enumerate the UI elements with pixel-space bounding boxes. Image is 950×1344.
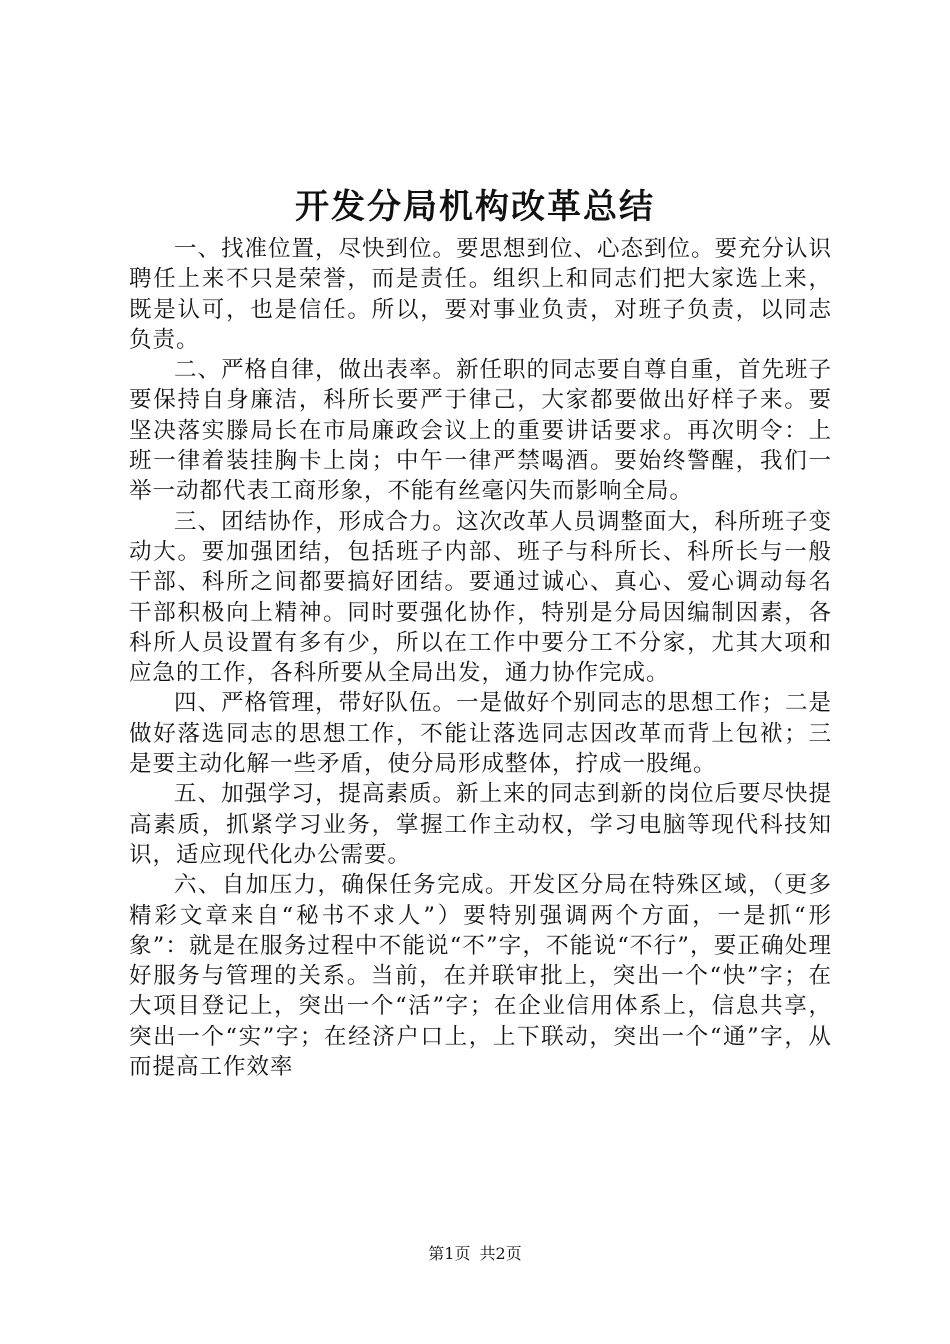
- paragraph-2: 二、严格自律，做出表率。新任职的同志要自尊自重，首先班子要保持自身廉洁，科所长要严于律己，大家都要做出好样子来。要坚决落实滕局长在市局廉政会议上的重要讲话要求。再次明令：上班一律着装挂胸卡上岗；中午一律严禁喝酒。要始终警醒，我们一举一动都代表工商形象，不能有丝毫闪失而影响全局。: [129, 357, 833, 505]
- page-number: 第1页: [428, 1244, 471, 1263]
- paragraph-3: 三、团结协作，形成合力。这次改革人员调整面大，科所班子变动大。要加强团结，包括班子内部、班子与科所长、科所长与一般干部、科所之间都要搞好团结。要通过诚心、真心、爱心调动每名干部积极向上精神。同时要强化协作，特别是分局因编制因素，各科所人员设置有多有少，所以在工作中要分工不分家，尤其大项和应急的工作，各科所要从全局出发，通力协作完成。: [129, 508, 833, 687]
- document-title: 开发分局机构改革总结: [295, 187, 655, 227]
- paragraph-4: 四、严格管理，带好队伍。一是做好个别同志的思想工作；二是做好落选同志的思想工作，不能让落选同志因改革而背上包袱；三是要主动化解一些矛盾，使分局形成整体，拧成一股绳。: [129, 690, 833, 778]
- paragraph-5: 五、加强学习，提高素质。新上来的同志到新的岗位后要尽快提高素质，抓紧学习业务，掌握工作主动权，学习电脑等现代科技知识，适应现代化办公需要。: [129, 781, 833, 868]
- paragraph-1: 一、找准位置，尽快到位。要思想到位、心态到位。要充分认识聘任上来不只是荣誉，而是责任。组织上和同志们把大家选上来，既是认可，也是信任。所以，要对事业负责，对班子负责，以同志负责。: [129, 236, 833, 353]
- document-body: [129, 234, 832, 1082]
- paragraph-6: 六、自加压力，确保任务完成。开发区分局在特殊区域，（更多精彩文章来自“秘书不求人”）要特别强调两个方面，一是抓“形象”：就是在服务过程中不能说“不”字，不能说“不行”，要正确处理好服务与管理的关系。当前，在并联审批上，突出一个“快”字；在大项目登记上，突出一个“活”字；在企业信用体系上，信息共享，突出一个“实”字；在经济户口上，上下联动，突出一个“通”字，从而提高工作效率: [129, 872, 832, 1081]
- page-total: 共2页: [479, 1244, 522, 1263]
- page-footer: [0, 1244, 950, 1264]
